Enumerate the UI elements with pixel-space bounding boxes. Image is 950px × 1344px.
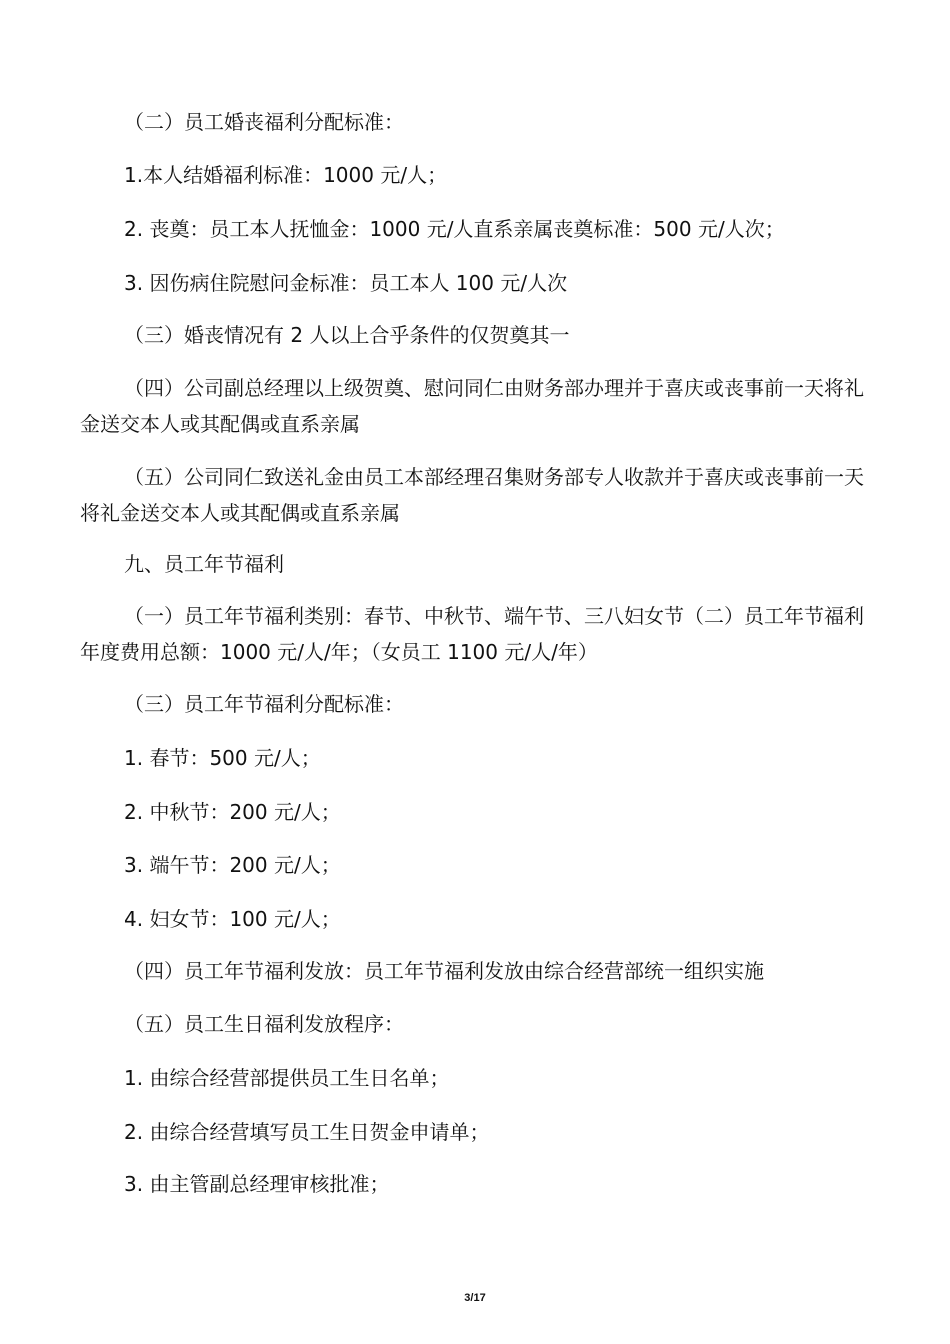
paragraph-birthday-procedure-heading: （五）员工生日福利发放程序： [124, 1012, 404, 1036]
paragraph-marriage-funeral-standard-heading: （二）员工婚丧福利分配标准： [124, 110, 404, 134]
paragraph-colleague-gifts: （五）公司同仁致送礼金由员工本部经理召集财务部专人收款并于喜庆或丧事前一天将礼金送交本人或其配偶或直系亲属 [80, 465, 864, 525]
paragraph-multiple-eligible-rule: （三）婚丧情况有 2 人以上合乎条件的仅贺奠其一 [124, 323, 570, 347]
paragraph-hospital-condolence: 3. 因伤病住院慰问金标准：员工本人 100 元/人次 [124, 271, 568, 295]
section-heading-holiday-benefits: 九、员工年节福利 [124, 552, 284, 576]
paragraph-holiday-distribution-heading: （三）员工年节福利分配标准： [124, 692, 404, 716]
list-item-womens-day: 4. 妇女节：100 元/人； [124, 907, 341, 931]
list-item-dragon-boat: 3. 端午节：200 元/人； [124, 853, 341, 877]
list-item-birthday-step-3: 3. 由主管副总经理审核批准； [124, 1172, 390, 1196]
list-item-mid-autumn: 2. 中秋节：200 元/人； [124, 800, 341, 824]
paragraph-holiday-distribution: （四）员工年节福利发放：员工年节福利发放由综合经营部统一组织实施 [124, 959, 764, 983]
paragraph-funeral-benefit: 2. 丧奠：员工本人抚恤金：1000 元/人直系亲属丧奠标准：500 元/人次； [124, 217, 785, 241]
page-number: 3/17 [464, 1292, 486, 1304]
paragraph-marriage-benefit: 1.本人结婚福利标准：1000 元/人； [124, 163, 448, 187]
paragraph-holiday-categories-and-total: （一）员工年节福利类别：春节、中秋节、端午节、三八妇女节（二）员工年节福利年度费用总额：1000 元/人/年；（女员工 1100 元/人/年） [80, 604, 864, 664]
list-item-spring-festival: 1. 春节：500 元/人； [124, 746, 321, 770]
list-item-birthday-step-1: 1. 由综合经营部提供员工生日名单； [124, 1066, 450, 1090]
paragraph-vice-gm-gifts: （四）公司副总经理以上级贺奠、慰问同仁由财务部办理并于喜庆或丧事前一天将礼金送交本人或其配偶或直系亲属 [80, 376, 864, 436]
list-item-birthday-step-2: 2. 由综合经营填写员工生日贺金申请单； [124, 1120, 490, 1144]
